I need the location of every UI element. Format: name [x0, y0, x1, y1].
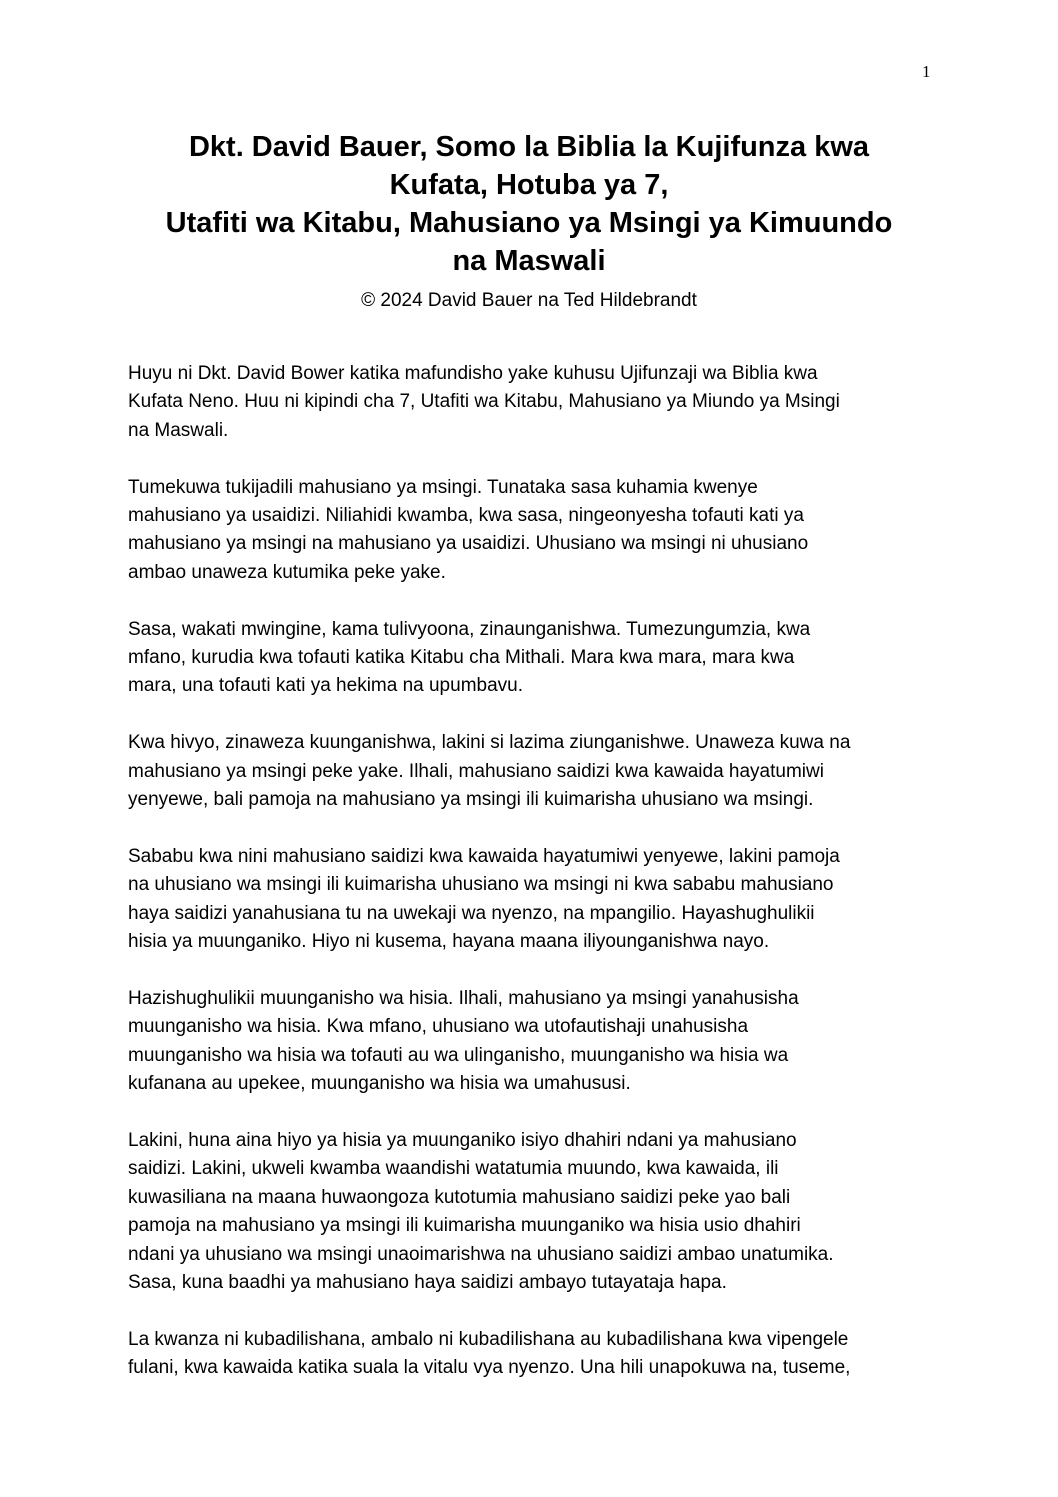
- paragraph: Huyu ni Dkt. David Bower katika mafundisho yake kuhusu Ujifunzaji wa Biblia kwa Kufata Neno. Huu ni kipindi cha 7, Utafiti wa Kitabu, Mahusiano ya Miundo ya Msingi na Maswali.: [128, 363, 840, 441]
- paragraph: Sasa, wakati mwingine, kama tulivyoona, zinaunganishwa. Tumezungumzia, kwa mfano, kurudia kwa tofauti katika Kitabu cha Mithali. Mara kwa mara, mara kwa mara, una tofauti kati ya hekima na upumbavu.: [128, 618, 811, 697]
- paragraph: Kwa hivyo, zinaweza kuunganishwa, lakini si lazima ziunganishwe. Unaweza kuwa na mahusiano ya msingi peke yake. Ilhali, mahusiano saidizi kwa kawaida hayatumiwi yenyewe, bali pamoja na mahusiano ya msingi ili kuimarisha uhusiano wa msingi.: [128, 732, 851, 811]
- document-title: [110, 128, 948, 314]
- title-line-2: Kufata, Hotuba ya 7,: [389, 169, 669, 201]
- paragraph: La kwanza ni kubadilishana, ambalo ni kubadilishana au kubadilishana kwa vipengele fulani, kwa kawaida katika suala la vitalu vya nyenzo. Una hili unapokuwa na, tuseme,: [128, 1328, 851, 1379]
- title-line-3: Utafiti wa Kitabu, Mahusiano ya Msingi ya Kimuundo: [165, 207, 893, 239]
- paragraph: Sababu kwa nini mahusiano saidizi kwa kawaida hayatumiwi yenyewe, lakini pamoja na uhusiano wa msingi ili kuimarisha uhusiano wa msingi ni kwa sababu mahusiano haya saidizi yanahusiana tu na uwekaji wa nyenzo, na mpangilio. Hayashughulikii hisia ya muunganiko. Hiyo ni kusema, hayana maana iliyounganishwa nayo.: [128, 845, 840, 953]
- copyright-notice: © 2024 David Bauer na Ted Hildebrandt: [361, 290, 697, 311]
- paragraph: Tumekuwa tukijadili mahusiano ya msingi. Tunataka sasa kuhamia kwenye mahusiano ya usaidizi. Niliahidi kwamba, kwa sasa, ningeonyesha tofauti kati ya mahusiano ya msingi na mahusiano ya usaidizi. Uhusiano wa msingi ni uhusiano ambao unaweza kutumika peke yake.: [128, 476, 809, 583]
- title-line-4: na Maswali: [452, 245, 606, 277]
- title-line-1: Dkt. David Bauer, Somo la Biblia la Kujifunza kwa: [188, 131, 870, 163]
- paragraph: Hazishughulikii muunganisho wa hisia. Ilhali, mahusiano ya msingi yanahusisha muunganisho wa hisia. Kwa mfano, uhusiano wa utofautishaji unahusisha muunganisho wa hisia wa tofauti au wa ulinganisho, muunganisho wa hisia wa kufanana au upekee, muunganisho wa hisia wa umahususi.: [128, 987, 799, 1095]
- document-body: [128, 360, 948, 1411]
- page-number: 1: [922, 62, 931, 81]
- paragraph: Lakini, huna aina hiyo ya hisia ya muunganiko isiyo dhahiri ndani ya mahusiano saidizi. Lakini, ukweli kwamba waandishi watatumia muundo, kwa kawaida, ili kuwasiliana na maana huwaongoza kutotumia mahusiano saidizi peke yao bali pamoja na mahusiano ya msingi ili kuimarisha muunganiko wa hisia usio dhahiri ndani ya uhusiano wa msingi unaoimarishwa na uhusiano saidizi ambao unatumika. Sasa, kuna baadhi ya mahusiano haya saidizi ambayo tutayataja hapa.: [128, 1129, 834, 1293]
